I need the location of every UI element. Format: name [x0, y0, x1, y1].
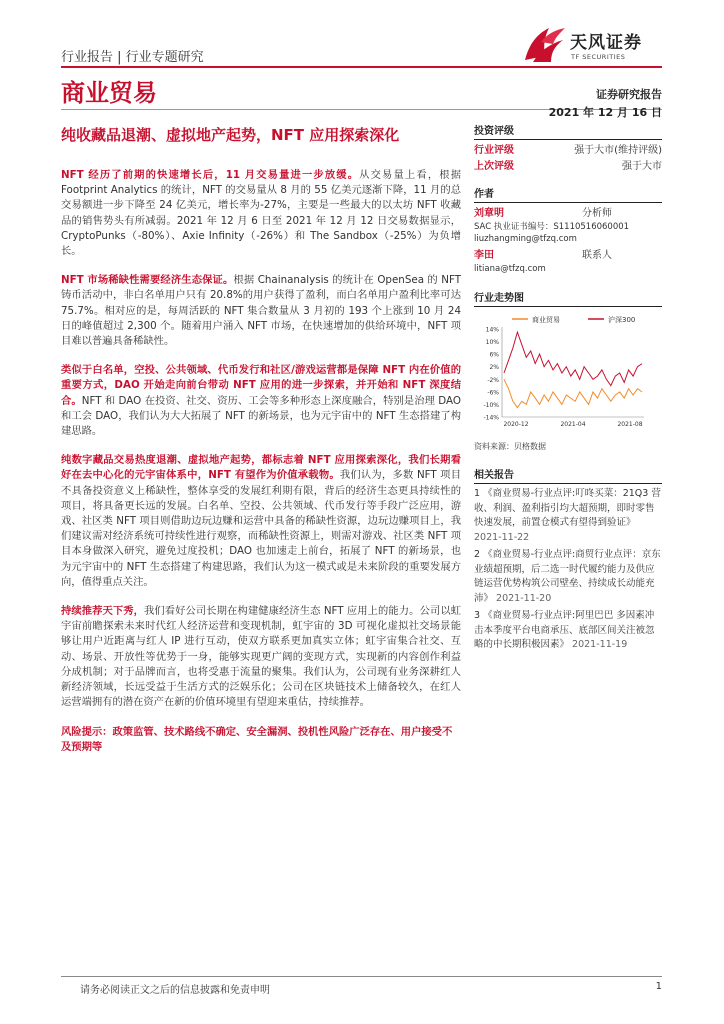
y-tick-label: 6%: [489, 351, 499, 359]
author-2: [474, 249, 662, 275]
industry-rating-row: [474, 143, 662, 159]
author-heading: 作者: [474, 185, 662, 203]
paragraph-text: 我们看好公司长期在构建健康经济生态 NFT 应用上的能力。公司以虹宇宙前瞻探索未来时代红人经济运营和变现机制，虹宇宙的 3D 可视化虚拟社交场景能够让用户近距离与红人 IP 进行互动，使双方联系更加真实立体；虹宇宙集合社交、互动、场景、开放性等优势于一身，能够实现更广阔的变现方式，实现新的内容创作利益分成机制；对于品牌而言，也将受惠于流量的聚集。我们认为，公司现有业务深耕红人新经济领域，长远受益于生活方式的泛娱乐化；公司在区块链技术上储备较久，在红人运营端拥有的潜在资产在新的价值环境里有望迎来重估，持续推荐。: [61, 605, 461, 709]
related-report-date: 2021-11-19: [572, 639, 628, 650]
paragraph-2: [61, 273, 461, 349]
rating-heading: 投资评级: [474, 122, 662, 140]
paragraph-lead: NFT 市场稀缺性需要经济生态保证。: [61, 274, 234, 287]
y-tick-label: 2%: [489, 364, 499, 372]
chart-source: 资料来源：贝格数据: [474, 442, 546, 451]
y-tick-label: -2%: [487, 376, 499, 384]
rating-value: 强于大市(维持评级): [574, 145, 662, 156]
y-tick-label: -10%: [483, 401, 499, 409]
logo-name-cn: 天风证券: [570, 33, 642, 53]
related-report[interactable]: [474, 609, 662, 653]
legend-label: 沪深300: [608, 316, 636, 324]
previous-rating-label: 上次评级: [474, 161, 514, 172]
related-report[interactable]: [474, 487, 662, 545]
paragraph-lead: 持续推荐天下秀，: [61, 605, 145, 618]
paragraph-text: 从交易量上看，根据 Footprint Analytics 的统计，NFT 的交易量从 8 月的 55 亿美元逐渐下降，11 月的总交易额进一步下降至 24 亿美元，增长率为-27%，主要是一些最大的以太坊 NFT 收藏品的销售势头有所减弱。2021 年 12 月 6 日至 2021 年 12 月 12 日交易数据显示，CryptoPunks（-80%）、Axie Infinity（-26%）和 The Sandbox（-25%）为负增长。: [61, 169, 461, 258]
author-name: 李田: [474, 250, 494, 261]
paragraph-4: [61, 453, 461, 590]
paragraph-lead: NFT 经历了前期的快速增长后，11 月交易量进一步放缓。: [61, 169, 360, 181]
series-line: [504, 332, 642, 386]
author-email[interactable]: litiana@tfzq.com: [474, 264, 546, 274]
author-role: 分析师: [582, 208, 612, 219]
related-report-title: 3 《商业贸易-行业点评:阿里巴巴 多因素冲击本季度平台电商承压、底部区间关注被忽略的中长期积极因素》: [474, 610, 655, 650]
x-tick-label: 2021-08: [617, 421, 643, 428]
trend-chart: [474, 311, 662, 439]
x-tick-label: 2020-12: [503, 421, 529, 428]
previous-rating-value: 强于大市: [622, 161, 662, 172]
author-email[interactable]: liuzhangming@tfzq.com: [474, 234, 577, 244]
paragraph-text: 根据 Chainanalysis 的统计在 OpenSea 的 NFT 铸币活动中，非白名单用户只有 20.8%的用户获得了盈利，而白名单用户盈利比率可达 75.7%。相对应的是，每周活跃的 NFT 集合数量从 3 月初的 193 个上涨到 10 月 24 日的峰值超过 2,300 个。随着用户涌入 NFT 市场，在快速增加的供给环境中，NFT 项目难以普遍具备稀缺性。: [61, 274, 461, 348]
author-sac-number: SAC 执业证书编号：S1110516060001: [474, 222, 630, 232]
tf-logo-icon: [519, 22, 567, 66]
report-headline: 纯收藏品退潮、虚拟地产起势，NFT 应用探索深化: [61, 126, 400, 144]
paragraph-text: NFT 和 DAO 在投资、社交、资历、工会等多种形态上深度融合，特别是治理 DAO 和工会 DAO，我们认为大大拓展了 NFT 的新场景，也为元宇宙中的 NFT 生态搭建了构建思路。: [61, 394, 462, 438]
header-divider: [61, 66, 662, 68]
y-tick-label: -14%: [483, 414, 499, 422]
author-name: 刘章明: [474, 208, 504, 219]
related-heading: 相关报告: [474, 466, 662, 484]
report-category: 行业报告 | 行业专题研究: [61, 50, 204, 65]
y-tick-label: -6%: [487, 389, 499, 397]
author-role: 联系人: [582, 250, 612, 261]
author-1: [474, 207, 662, 245]
footer-divider: [61, 976, 662, 977]
page-number: 1: [655, 981, 662, 992]
x-tick-label: 2021-04: [560, 421, 586, 428]
y-tick-label: 14%: [485, 326, 499, 334]
report-date: 2021 年 12 月 16 日: [548, 106, 662, 119]
y-tick-label: 10%: [485, 339, 499, 347]
related-report-date: 2021-11-20: [496, 592, 552, 604]
logo-name-en: TF SECURITIES: [571, 53, 626, 61]
previous-rating-row: [474, 159, 662, 175]
industry-title: 商业贸易: [61, 79, 157, 107]
trend-chart-svg: [474, 311, 662, 435]
related-report-date: 2021-11-22: [474, 531, 530, 543]
paragraph-text: 我们认为，多数 NFT 项目不具备投资意义上稀缺性，整体享受的发展红利期有限，背后的经济生态更具持续性的项目，将具备更长远的发展。白名单、空投、公共领域、代币发行等手段广泛应用，游戏、社区类 NFT 项目则借助边玩边赚和运营中具备的稀缺性资源，边玩边赚项目上，我们建议需对经济系统可持续性进行观察，而稀缺性资源上，则需对游戏、社区类 NFT 项目本身做深入研究，避免过度投机；DAO 也加速走上前台，拓展了 NFT 的新场景，也为元宇宙中的 NFT 生态搭建了构建思路，我们认为这一模式或是未来阶段的重要发展方向，值得重点关注。: [61, 469, 461, 588]
paragraph-1: [61, 168, 461, 259]
related-report-title: 2 《商业贸易-行业点评:商贸行业点评：京东业绩超预期，后二选一时代履约能力及供应链运营优势构筑公司壁垒、持续成长动能充沛》: [474, 549, 661, 604]
trend-heading: 行业走势图: [474, 289, 662, 307]
related-report-title: 1 《商业贸易-行业点评:叮咚买菜：21Q3 营收、利润、盈利指引均大超预期，即时零售快速发展，前置仓模式有望得到验证》: [474, 488, 661, 528]
paragraph-3: [61, 363, 461, 439]
footer-disclaimer: 请务必阅读正文之后的信息披露和免责申明: [80, 985, 270, 996]
rating-label: 行业评级: [474, 145, 514, 156]
risk-warning: 风险提示：政策监管、技术路线不确定、安全漏洞、投机性风险广泛存在、用户接受不及预期等: [61, 725, 453, 753]
paragraph-lead: 类似于白名单，空投、公共领域、代币发行和社区/游戏运营都是保障 NFT 内在价值的重要方式，DAO 开始走向前台带动 NFT 应用的进一步探索，并开始和 NFT 深度结合。: [61, 364, 461, 407]
legend-label: 商业贸易: [532, 316, 560, 324]
company-logo: [519, 22, 669, 66]
paragraph-5: [61, 604, 461, 710]
sidebar: [474, 122, 662, 656]
paragraph-lead: 纯数字藏品交易热度退潮、虚拟地产起势，都标志着 NFT 应用探索深化，我们长期看好在去中心化的元宇宙体系中，NFT 有望作为价值承载物。: [61, 454, 461, 482]
main-body: [61, 168, 461, 755]
report-type: 证券研究报告: [596, 88, 662, 101]
related-report[interactable]: [474, 548, 662, 606]
series-line: [504, 379, 642, 407]
